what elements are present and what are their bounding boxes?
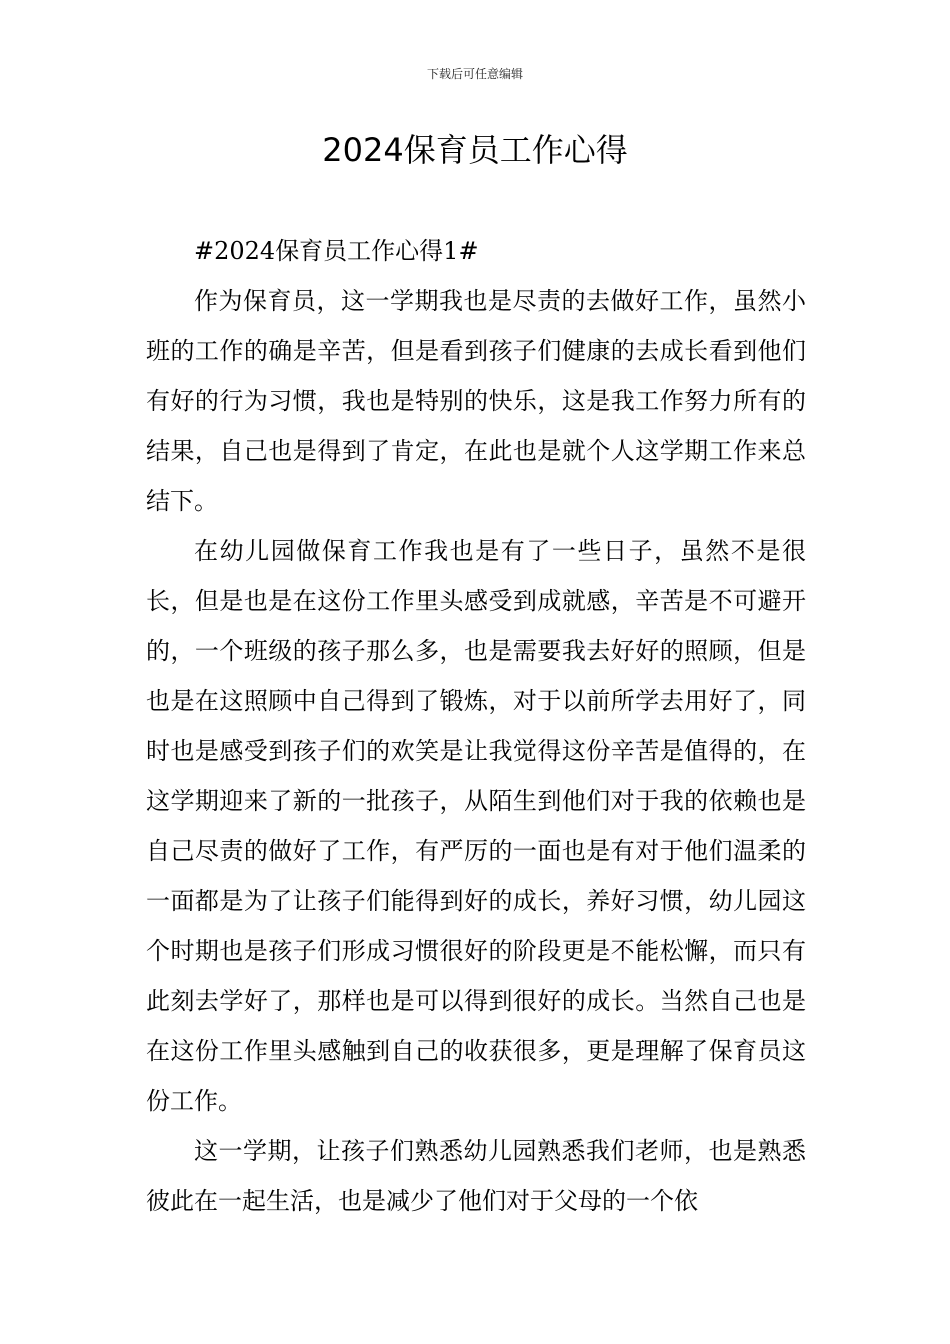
document-title: 2024保育员工作心得 bbox=[322, 131, 628, 169]
paragraph-2: 在幼儿园做保育工作我也是有了一些日子，虽然不是很长，但是也是在这份工作里头感受到成就感，辛苦是不可避开的，一个班级的孩子那么多，也是需要我去好好的照顾，但是也是在这照顾中自己得到了锻炼，对于以前所学去用好了，同时也是感受到孩子们的欢笑是让我觉得这份辛苦是值得的，在这学期迎来了新的一批孩子，从陌生到他们对于我的依赖也是自己尽责的做好了工作，有严厉的一面也是有对于他们温柔的一面都是为了让孩子们能得到好的成长，养好习惯，幼儿园这个时期也是孩子们形成习惯很好的阶段更是不能松懈，而只有此刻去学好了，那样也是可以得到很好的成长。当然自己也是在这份工作里头感触到自己的收获很多，更是理解了保育员这份工作。 bbox=[146, 537, 806, 1115]
document-body bbox=[146, 226, 806, 1226]
paragraph-3: 这一学期，让孩子们熟悉幼儿园熟悉我们老师，也是熟悉彼此在一起生活，也是减少了他们对于父母的一个依 bbox=[146, 1137, 806, 1215]
section-heading: #2024保育员工作心得1# bbox=[194, 237, 479, 265]
header-note: 下载后可任意编辑 bbox=[426, 67, 523, 81]
paragraph-1: 作为保育员，这一学期我也是尽责的去做好工作，虽然小班的工作的确是辛苦，但是看到孩子们健康的去成长看到他们有好的行为习惯，我也是特别的快乐，这是我工作努力所有的结果，自己也是得到了肯定，在此也是就个人这学期工作来总结下。 bbox=[146, 287, 806, 515]
